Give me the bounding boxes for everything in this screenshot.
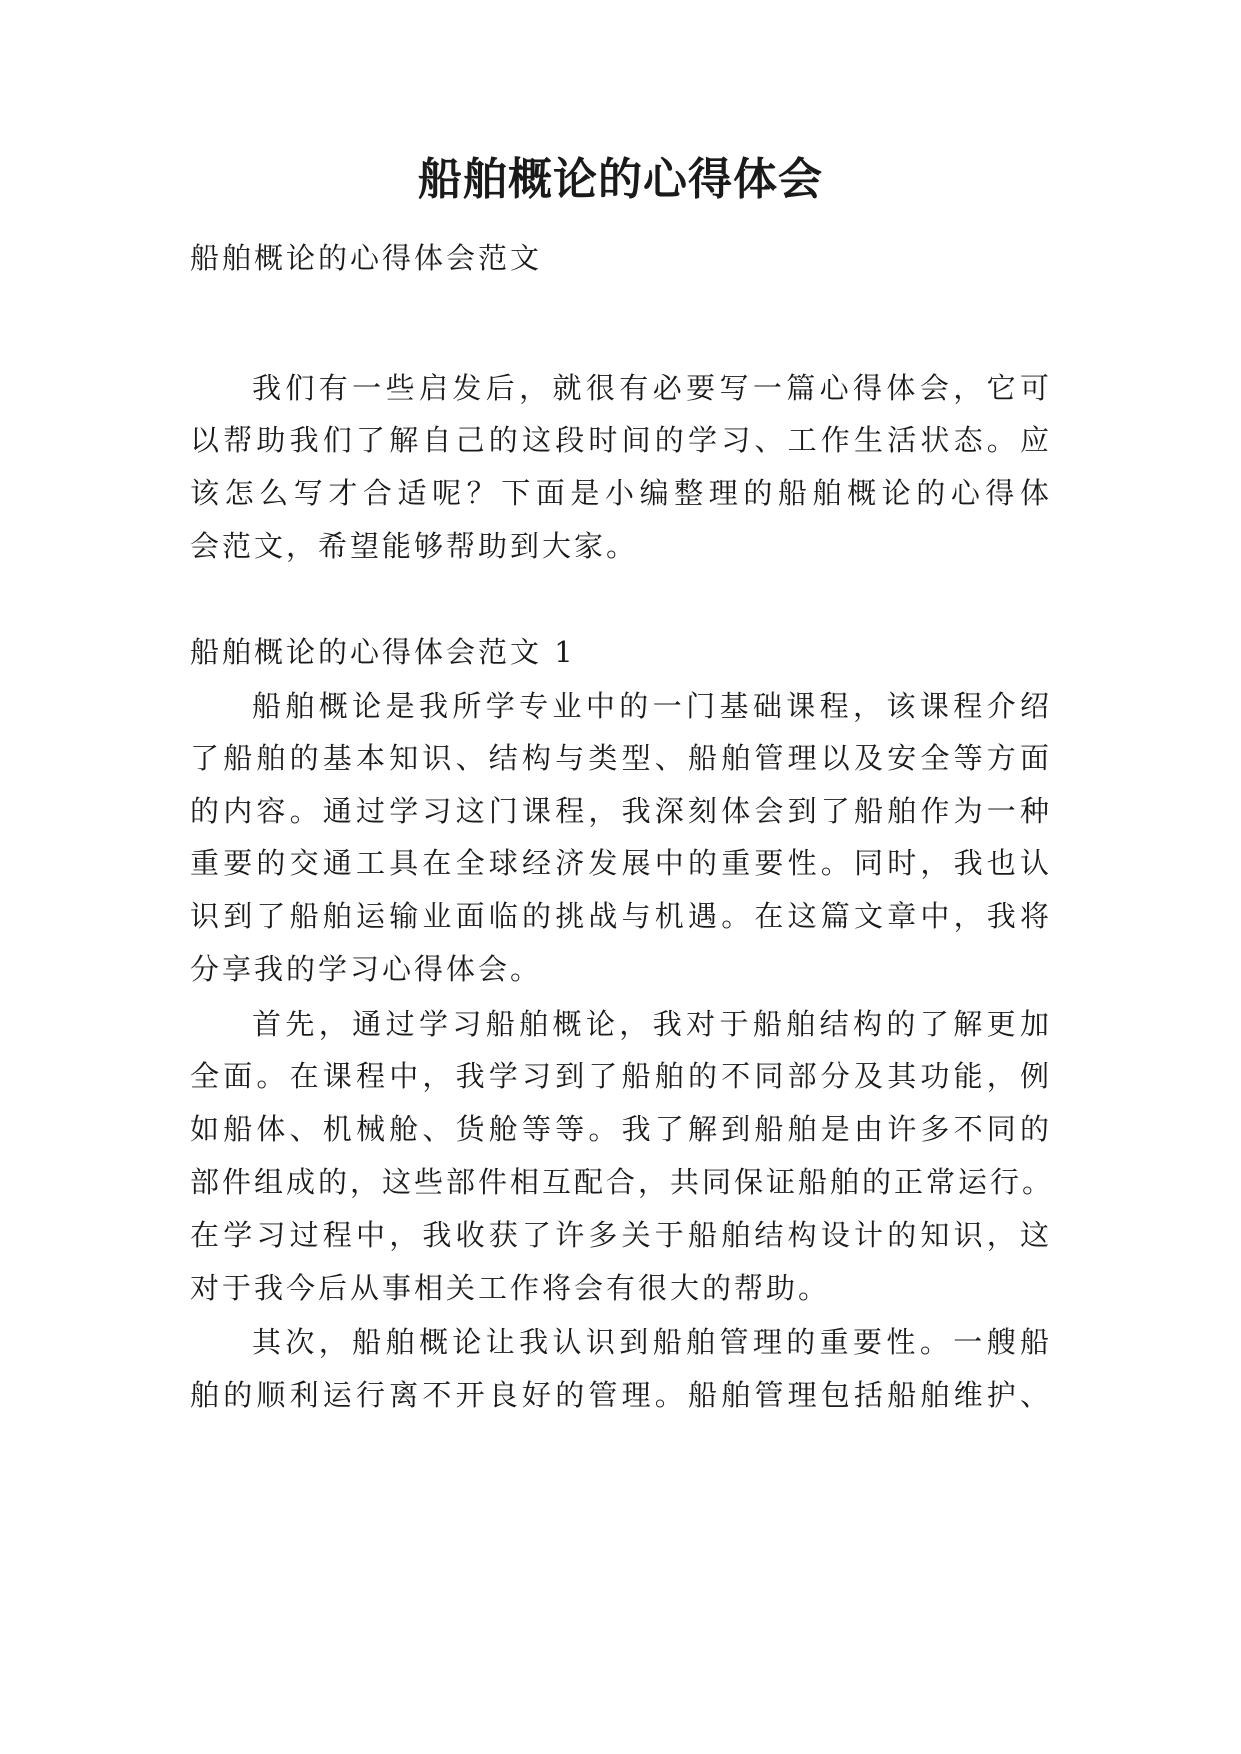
paragraph-2-line-5: 在学习过程中，我收获了许多关于船舶结构设计的知识，这 — [190, 1218, 1052, 1252]
paragraph-1-line-1: 船舶概论是我所学专业中的一门基础课程，该课程介绍 — [252, 689, 1052, 723]
paragraph-1-line-6: 分享我的学习心得体会。 — [190, 952, 543, 986]
intro-line-4: 会范文，希望能够帮助到大家。 — [190, 529, 639, 563]
paragraph-2-line-3: 如船体、机械舱、货舱等等。我了解到船舶是由许多不同的 — [190, 1112, 1052, 1146]
intro-line-3: 该怎么写才合适呢？下面是小编整理的船舶概论的心得体 — [190, 476, 1052, 510]
paragraph-1-line-2: 了船舶的基本知识、结构与类型、船舶管理以及安全等方面 — [190, 741, 1052, 775]
paragraph-2-line-6: 对于我今后从事相关工作将会有很大的帮助。 — [190, 1271, 831, 1305]
section-heading: 船舶概论的心得体会范文 1 — [190, 635, 576, 669]
document-title: 船舶概论的心得体会 — [418, 154, 823, 205]
document-subtitle: 船舶概论的心得体会范文 — [190, 241, 543, 275]
intro-line-1: 我们有一些启发后，就很有必要写一篇心得体会，它可 — [252, 371, 1052, 405]
paragraph-3-line-2: 舶的顺利运行离不开良好的管理。船舶管理包括船舶维护、 — [190, 1378, 1052, 1412]
paragraph-3-line-1: 其次，船舶概论让我认识到船舶管理的重要性。一艘船 — [252, 1325, 1052, 1359]
paragraph-1-line-5: 识到了船舶运输业面临的挑战与机遇。在这篇文章中，我将 — [190, 899, 1052, 933]
paragraph-2-line-1: 首先，通过学习船舶概论，我对于船舶结构的了解更加 — [252, 1007, 1052, 1041]
paragraph-1-line-4: 重要的交通工具在全球经济发展中的重要性。同时，我也认 — [190, 846, 1052, 880]
paragraph-2-line-2: 全面。在课程中，我学习到了船舶的不同部分及其功能，例 — [190, 1059, 1052, 1093]
paragraph-1-line-3: 的内容。通过学习这门课程，我深刻体会到了船舶作为一种 — [190, 794, 1052, 828]
intro-line-2: 以帮助我们了解自己的这段时间的学习、工作生活状态。应 — [190, 423, 1052, 457]
paragraph-2-line-4: 部件组成的，这些部件相互配合，共同保证船舶的正常运行。 — [190, 1165, 1052, 1199]
